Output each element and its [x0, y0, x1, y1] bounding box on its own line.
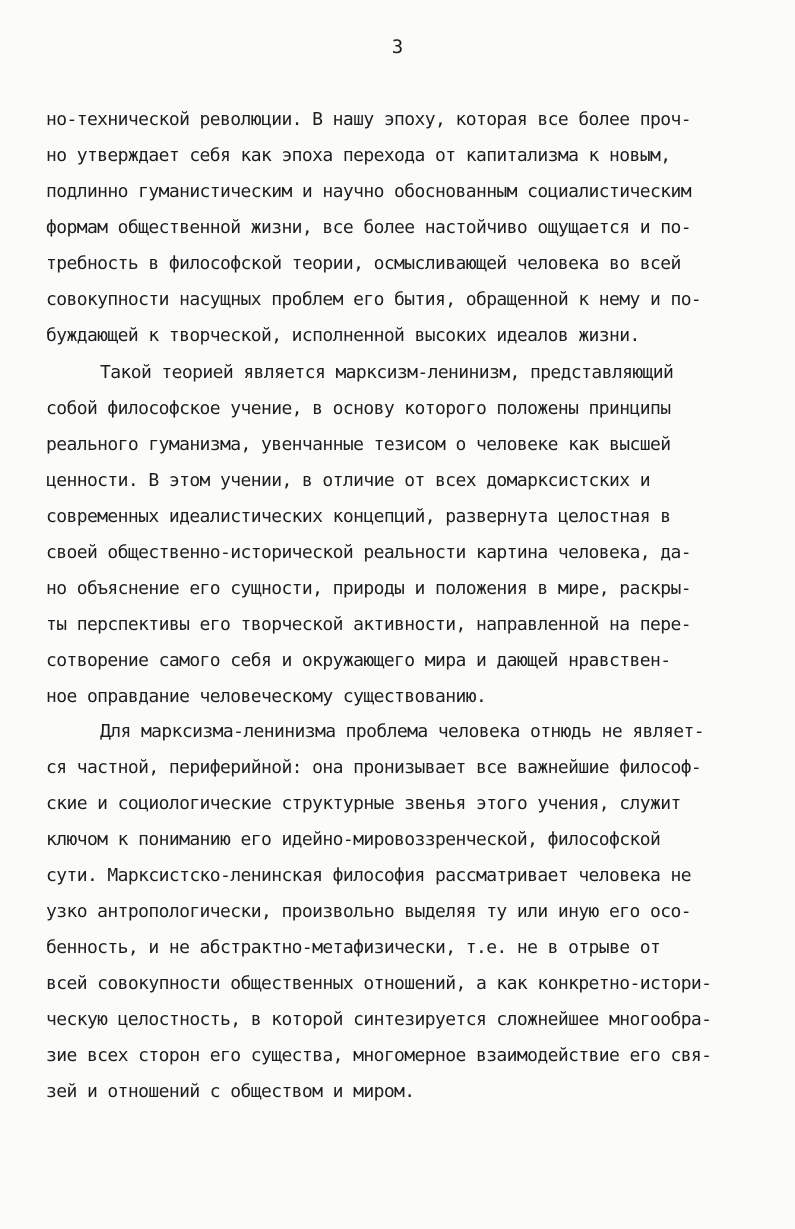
- text-line: бенность, и не абстрактно-метафизически, т.е. не в отрыве от: [46, 937, 661, 958]
- text-line: зие всех сторон его существа, многомерное взаимодействие его свя-: [46, 1045, 712, 1066]
- text-line: ческую целостность, в которой синтезируется сложнейшее многообра-: [46, 1009, 712, 1030]
- text-line: формам общественной жизни, все более настойчиво ощущается и по-: [46, 217, 691, 238]
- paragraph-first-line: Такой теорией является марксизм-ленинизм, представляющий: [100, 362, 674, 383]
- text-line: подлинно гуманистическим и научно обоснованным социалистическим: [46, 181, 691, 202]
- text-line: но-технической революции. В нашу эпоху, которая все более проч-: [46, 109, 691, 130]
- text-line: буждающей к творческой, исполненной высоких идеалов жизни.: [46, 325, 640, 346]
- text-line: ся частной, периферийной: она пронизывает все важнейшие философ-: [46, 757, 702, 778]
- text-line: реального гуманизма, увенчанные тезисом о человеке как высшей: [46, 434, 671, 455]
- text-line: сути. Марксистско-ленинская философия рассматривает человека не: [46, 865, 691, 886]
- text-line: своей общественно-исторической реальности картина человека, да-: [46, 542, 691, 563]
- text-line: зей и отношений с обществом и миром.: [46, 1081, 415, 1102]
- text-line: собой философское учение, в основу которого положены принципы: [46, 398, 671, 419]
- paragraph-first-line: Для марксизма-ленинизма проблема человека отнюдь не являет-: [100, 721, 704, 742]
- text-line: ские и социологические структурные звенья этого учения, служит: [46, 793, 681, 814]
- text-line: ключом к пониманию его идейно-мировоззренческой, философской: [46, 829, 661, 850]
- text-line: но объяснение его сущности, природы и положения в мире, раскры-: [46, 578, 691, 599]
- text-line: ценности. В этом учении, в отличие от всех домарксистских и: [46, 470, 650, 491]
- text-line: всей совокупности общественных отношений, а как конкретно-истори-: [46, 973, 712, 994]
- text-line: ное оправдание человеческому существованию.: [46, 686, 487, 707]
- text-line: сотворение самого себя и окружающего мира и дающей нравствен-: [46, 650, 671, 671]
- text-line: узко антропологически, произвольно выделяя ту или иную его осо-: [46, 901, 691, 922]
- text-line: современных идеалистических концепций, развернута целостная в: [46, 506, 671, 527]
- text-line: совокупности насущных проблем его бытия, обращенной к нему и по-: [46, 289, 702, 310]
- page-number: 3: [391, 36, 404, 58]
- text-line: ты перспективы его творческой активности, направленной на пере-: [46, 614, 691, 635]
- text-line: но утверждает себя как эпоха перехода от капитализма к новым,: [46, 145, 671, 166]
- text-line: требность в философской теории, осмысливающей человека во всей: [46, 253, 681, 274]
